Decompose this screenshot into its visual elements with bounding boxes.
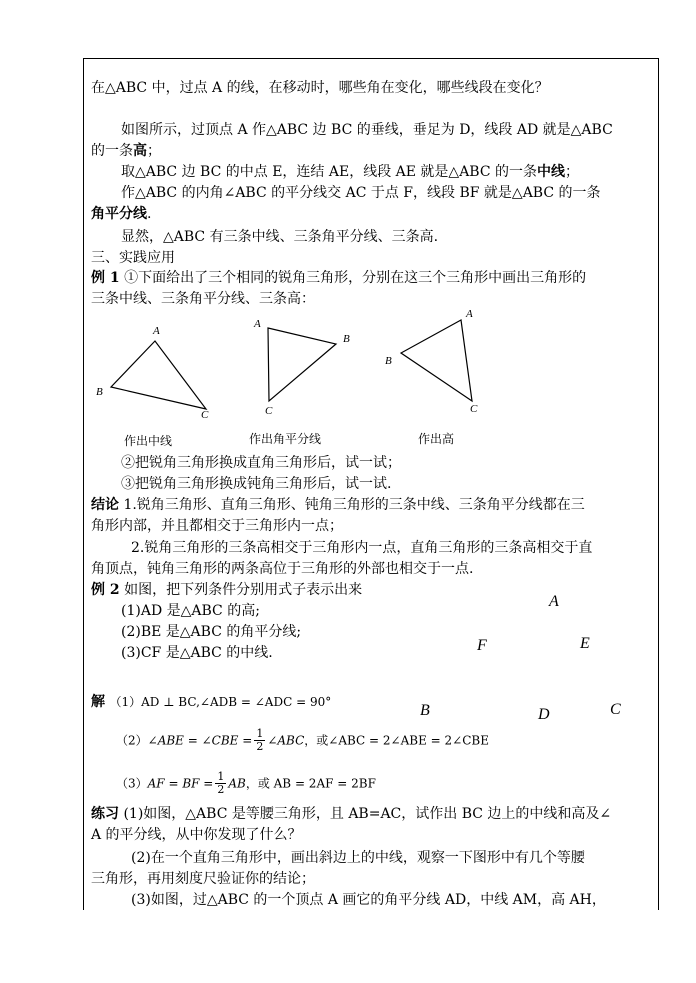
fig3-label-a: A <box>466 308 473 320</box>
ex2-point-c: C <box>610 701 621 718</box>
para3-line2: 角平分线. <box>91 206 152 222</box>
example2-item1: (1)AD 是△ABC 的高; <box>121 603 260 619</box>
practice-line4: 三角形，再用刻度尺验证你的结论； <box>91 871 315 887</box>
example2-item2: (2)BE 是△ABC 的角平分线; <box>121 624 302 640</box>
example1-line1: 例 1 ①下面给出了三个相同的锐角三角形，分别在这三个三角形中画出三角形的 <box>91 270 587 286</box>
ex2-point-d: D <box>538 706 550 723</box>
fig1-label-b: B <box>96 386 103 398</box>
triangles-figure <box>0 300 696 440</box>
triangle-altitude <box>401 320 472 401</box>
example2-item3: (3)CF 是△ABC 的中线. <box>121 645 273 661</box>
fig2-label-a: A <box>254 318 261 330</box>
fig1-label-c: C <box>201 409 209 421</box>
example1-q3: ③把锐角三角形换成钝角三角形后，试一试. <box>121 476 392 492</box>
example1-line2: 三条中线、三条角平分线、三条高： <box>91 291 315 307</box>
ex2-point-f: F <box>477 637 487 654</box>
caption-median: 作出中线 <box>124 434 173 448</box>
caption-altitude: 作出高 <box>418 432 455 446</box>
conclusion-line2: 角形内部，并且都相交于三角形内一点； <box>91 518 343 534</box>
solution-line3: （3）AF = BF = $\frac{1}{2}$ AB，或 AB = 2AF = 2BF <box>116 770 376 796</box>
solution-line2: （2）∠ABE = ∠CBE = $\frac{1}{2}$ ∠ABC，或∠ABC = 2∠ABE = 2∠CBE <box>116 727 489 753</box>
triangle-bisector <box>268 328 336 401</box>
caption-bisector: 作出角平分线 <box>249 432 322 446</box>
example2-intro: 例 2 如图，把下列条件分别用式子表示出来 <box>91 582 363 598</box>
conclusion-line1: 结论 1.锐角三角形、直角三角形、钝角三角形的三条中线、三条角平分线都在三 <box>91 497 585 513</box>
para4: 显然，△ABC 有三条中线、三条角平分线、三条高. <box>121 229 439 245</box>
fig2-label-c: C <box>265 405 273 417</box>
para2: 取△ABC 边 BC 的中点 E，连结 AE，线段 AE 就是△ABC 的一条中线； <box>121 164 580 180</box>
para3-line1: 作△ABC 的内角∠ABC 的平分线交 AC 于点 F，线段 BF 就是△ABC 的一条 <box>121 185 601 201</box>
fig3-label-c: C <box>470 403 478 415</box>
example1-q2: ②把锐角三角形换成直角三角形后，试一试； <box>121 455 401 471</box>
ex2-point-e: E <box>580 635 590 652</box>
practice-line3: (2)在一个直角三角形中，画出斜边上的中线，观察一下图形中有几个等腰 <box>131 850 585 866</box>
ex2-point-b: B <box>420 702 430 719</box>
intro-question: 在△ABC 中，过点 A 的线，在移动时，哪些角在变化，哪些线段在变化？ <box>91 80 549 96</box>
conclusion-line4: 角顶点，钝角三角形的两条高位于三角形的外部也相交于一点. <box>91 561 474 577</box>
fig1-label-a: A <box>153 325 160 337</box>
practice-line5: (3)如图，过△ABC 的一个顶点 A 画它的角平分线 AD，中线 AM，高 AH， <box>131 892 606 908</box>
para1-line1: 如图所示，过顶点 A 作△ABC 边 BC 的垂线，垂足为 D，线段 AD 就是△ABC <box>121 122 613 138</box>
practice-line2: A 的平分线，从中你发现了什么？ <box>91 827 302 843</box>
fig3-label-b: B <box>385 355 392 367</box>
conclusion-line3: 2.锐角三角形的三条高相交于三角形内一点，直角三角形的三条高相交于直 <box>131 540 593 556</box>
triangle-median <box>111 341 206 409</box>
para1-line2: 的一条高； <box>91 143 161 159</box>
section-heading: 三、实践应用 <box>91 250 175 266</box>
solution-line1: 解 （1）AD ⊥ BC,∠ADB = ∠ADC = 90° <box>91 694 332 710</box>
fig2-label-b: B <box>343 333 350 345</box>
ex2-point-a: A <box>549 593 559 610</box>
practice-line1: 练习 (1)如图，△ABC 是等腰三角形，且 AB=AC，试作出 BC 边上的中线和高及∠ <box>91 806 612 822</box>
